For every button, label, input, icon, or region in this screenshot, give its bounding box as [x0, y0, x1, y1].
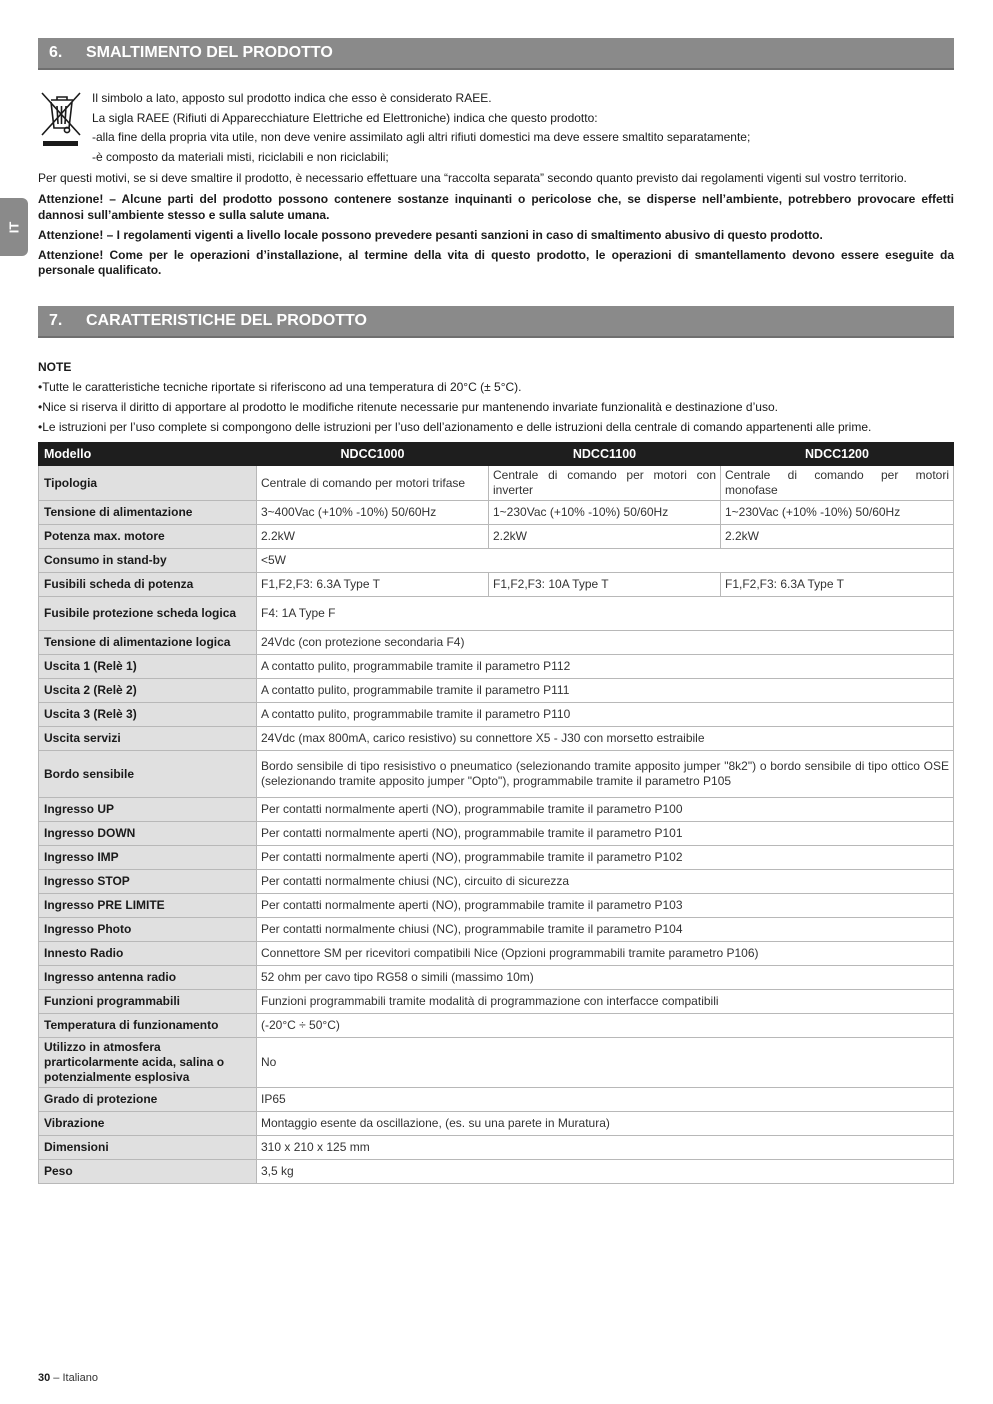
notes-title: NOTE: [38, 360, 72, 374]
disposal-paragraph: Per questi motivi, se si deve smaltire il prodotto, è necessario effettuare una “raccolta separata” secondo quanto previsto dai regolamenti vigenti sul vostro territorio.: [38, 171, 907, 185]
row-label: Ingresso PRE LIMITE: [39, 894, 257, 918]
row-label: Ingresso antenna radio: [39, 966, 257, 990]
row-label: Ingresso STOP: [39, 870, 257, 894]
row-label: Consumo in stand-by: [39, 549, 257, 573]
table-cell: 52 ohm per cavo tipo RG58 o simili (massimo 10m): [257, 966, 954, 990]
table-cell: Montaggio esente da oscillazione, (es. su una parete in Muratura): [257, 1112, 954, 1136]
table-cell: A contatto pulito, programmabile tramite il parametro P111: [257, 679, 954, 703]
row-label: Uscita 1 (Relè 1): [39, 655, 257, 679]
notes-list: [38, 377, 954, 437]
column-header: NDCC1200: [721, 443, 954, 466]
table-cell: Bordo sensibile di tipo resisistivo o pneumatico (selezionando tramite apposito jumper "8k2") o bordo sensibile di tipo ottico OSE (selezionando tramite apposito jumper "Opto"), programmabile tramite il parametro P105: [257, 751, 954, 798]
column-header: NDCC1000: [257, 443, 489, 466]
table-cell: <5W: [257, 549, 954, 573]
section-6-header: [38, 38, 954, 70]
table-row: [39, 966, 954, 990]
page-number: 30: [38, 1372, 51, 1384]
table-row: [39, 631, 954, 655]
table-row: [39, 1160, 954, 1184]
notes: [38, 359, 954, 437]
intro-line: La sigla RAEE (Rifiuti di Apparecchiature Elettriche ed Elettroniche) indica che questo prodotto:: [92, 110, 598, 125]
row-label: Utilizzo in atmosfera prarticolarmente acida, salina o potenzialmente esplosiva: [39, 1038, 257, 1088]
column-header: Modello: [39, 443, 257, 466]
row-label: Innesto Radio: [39, 942, 257, 966]
intro-line: Il simbolo a lato, apposto sul prodotto indica che esso è considerato RAEE.: [92, 91, 492, 105]
row-label: Tipologia: [39, 466, 257, 501]
table-row: [39, 751, 954, 798]
table-row: [39, 1038, 954, 1088]
table-row: [39, 1088, 954, 1112]
table-row: [39, 1014, 954, 1038]
row-label: Funzioni programmabili: [39, 990, 257, 1014]
table-row: [39, 1136, 954, 1160]
table-cell: F1,F2,F3: 6.3A Type T: [721, 573, 954, 597]
table-cell: A contatto pulito, programmabile tramite il parametro P112: [257, 655, 954, 679]
row-label: Ingresso Photo: [39, 918, 257, 942]
table-cell: No: [257, 1038, 954, 1088]
table-row: [39, 549, 954, 573]
disposal-text: [38, 170, 954, 283]
table-cell: Connettore SM per ricevitori compatibili Nice (Opzioni programmabili tramite parametro P106): [257, 942, 954, 966]
row-label: Ingresso IMP: [39, 846, 257, 870]
row-label: Fusibile protezione scheda logica: [39, 597, 257, 631]
row-label: Uscita 3 (Relè 3): [39, 703, 257, 727]
note-item: • Le istruzioni per l’uso complete si compongono delle istruzioni per l’uso dell’azionamento e delle istruzioni della centrale di comando appartenenti alle prime.: [38, 417, 954, 437]
warning-paragraph: Attenzione! – I regolamenti vigenti a livello locale possono prevedere pesanti sanzioni in caso di smaltimento abusivo di questo prodotto.: [38, 227, 823, 242]
table-row: [39, 727, 954, 751]
page-footer: [38, 1372, 98, 1384]
table-row: [39, 679, 954, 703]
table-row: [39, 894, 954, 918]
table-cell: 2.2kW: [489, 525, 721, 549]
table-row: [39, 655, 954, 679]
table-row: [39, 703, 954, 727]
table-cell: Per contatti normalmente aperti (NO), programmabile tramite il parametro P101: [257, 822, 954, 846]
row-label: Dimensioni: [39, 1136, 257, 1160]
table-cell: Funzioni programmabili tramite modalità di programmazione con interfacce compatibili: [257, 990, 954, 1014]
table-row: [39, 501, 954, 525]
table-cell: Centrale di comando per motori trifase: [257, 466, 489, 501]
table-row: [39, 846, 954, 870]
weee-intro: [92, 89, 750, 168]
table-cell: 1~230Vac (+10% -10%) 50/60Hz: [721, 501, 954, 525]
row-label: Potenza max. motore: [39, 525, 257, 549]
table-cell: F1,F2,F3: 6.3A Type T: [257, 573, 489, 597]
row-label: Tensione di alimentazione: [39, 501, 257, 525]
table-row: [39, 525, 954, 549]
table-cell: 24Vdc (max 800mA, carico resistivo) su connettore X5 - J30 con morsetto estraibile: [257, 727, 954, 751]
table-cell: A contatto pulito, programmabile tramite il parametro P110: [257, 703, 954, 727]
table-cell: Centrale di comando per motori con inverter: [489, 466, 721, 501]
table-row: [39, 918, 954, 942]
row-label: Tensione di alimentazione logica: [39, 631, 257, 655]
table-row: [39, 870, 954, 894]
table-cell: 2.2kW: [721, 525, 954, 549]
table-cell: 1~230Vac (+10% -10%) 50/60Hz: [489, 501, 721, 525]
table-row: [39, 942, 954, 966]
section-7-header: [38, 306, 954, 338]
intro-line: -è composto da materiali misti, riciclabili e non riciclabili;: [92, 150, 389, 165]
table-cell: Per contatti normalmente chiusi (NC), circuito di sicurezza: [257, 870, 954, 894]
table-cell: (-20°C ÷ 50°C): [257, 1014, 954, 1038]
table-cell: 310 x 210 x 125 mm: [257, 1136, 954, 1160]
table-cell: 3~400Vac (+10% -10%) 50/60Hz: [257, 501, 489, 525]
table-cell: Per contatti normalmente aperti (NO), programmabile tramite il parametro P103: [257, 894, 954, 918]
language-tab: [0, 198, 28, 256]
section-7-title: CARATTERISTICHE DEL PRODOTTO: [86, 312, 367, 329]
section-7-number: 7.: [49, 312, 63, 329]
note-item: • Nice si riserva il diritto di apportare al prodotto le modifiche ritenute necessarie pur mantenendo invariate funzionalità e destinazione d’uso.: [38, 397, 954, 417]
row-label: Vibrazione: [39, 1112, 257, 1136]
row-label: Uscita 2 (Relè 2): [39, 679, 257, 703]
table-cell: IP65: [257, 1088, 954, 1112]
table-cell: 24Vdc (con protezione secondaria F4): [257, 631, 954, 655]
table-header-row: [39, 443, 954, 466]
table-cell: Per contatti normalmente aperti (NO), programmabile tramite il parametro P100: [257, 798, 954, 822]
row-label: Grado di protezione: [39, 1088, 257, 1112]
language-tab-label: IT: [6, 221, 22, 233]
specifications-table: [38, 442, 954, 1184]
row-label: Uscita servizi: [39, 727, 257, 751]
table-row: [39, 1112, 954, 1136]
section-6-number: 6.: [49, 44, 63, 61]
warning-paragraph: Attenzione! – Alcune parti del prodotto possono contenere sostanze inquinanti o pericolose che, se disperse nell’ambiente, potrebbero provocare effetti dannosi sull’ambiente stesso e sulla salute umana.: [38, 192, 954, 222]
row-label: Peso: [39, 1160, 257, 1184]
row-label: Ingresso UP: [39, 798, 257, 822]
intro-line: -alla fine della propria vita utile, non deve venire assimilato agli altri rifiuti domestici ma deve essere smaltito separatamente;: [92, 130, 751, 145]
table-cell: F4: 1A Type F: [257, 597, 954, 631]
table-row: [39, 990, 954, 1014]
column-header: NDCC1100: [489, 443, 721, 466]
note-item: • Tutte le caratteristiche tecniche riportate si riferiscono ad una temperatura di 20°C (± 5°C).: [38, 377, 954, 397]
crossed-out-wheelie-bin-icon: [38, 90, 84, 148]
table-cell: 3,5 kg: [257, 1160, 954, 1184]
section-6-title: SMALTIMENTO DEL PRODOTTO: [86, 44, 333, 61]
table-cell: Centrale di comando per motori monofase: [721, 466, 954, 501]
footer-language: Italiano: [62, 1372, 98, 1384]
row-label: Ingresso DOWN: [39, 822, 257, 846]
table-row: [39, 597, 954, 631]
table-row: [39, 822, 954, 846]
row-label: Temperatura di funzionamento: [39, 1014, 257, 1038]
footer-separator: –: [50, 1372, 63, 1384]
table-row: [39, 466, 954, 501]
row-label: Fusibili scheda di potenza: [39, 573, 257, 597]
table-cell: Per contatti normalmente aperti (NO), programmabile tramite il parametro P102: [257, 846, 954, 870]
table-row: [39, 573, 954, 597]
table-cell: F1,F2,F3: 10A Type T: [489, 573, 721, 597]
warning-paragraph: Attenzione! Come per le operazioni d’installazione, al termine della vita di questo prodotto, le operazioni di smantellamento devono essere eseguite da personale qualificato.: [38, 247, 954, 277]
table-row: [39, 798, 954, 822]
table-cell: 2.2kW: [257, 525, 489, 549]
row-label: Bordo sensibile: [39, 751, 257, 798]
table-cell: Per contatti normalmente chiusi (NC), programmabile tramite il parametro P104: [257, 918, 954, 942]
